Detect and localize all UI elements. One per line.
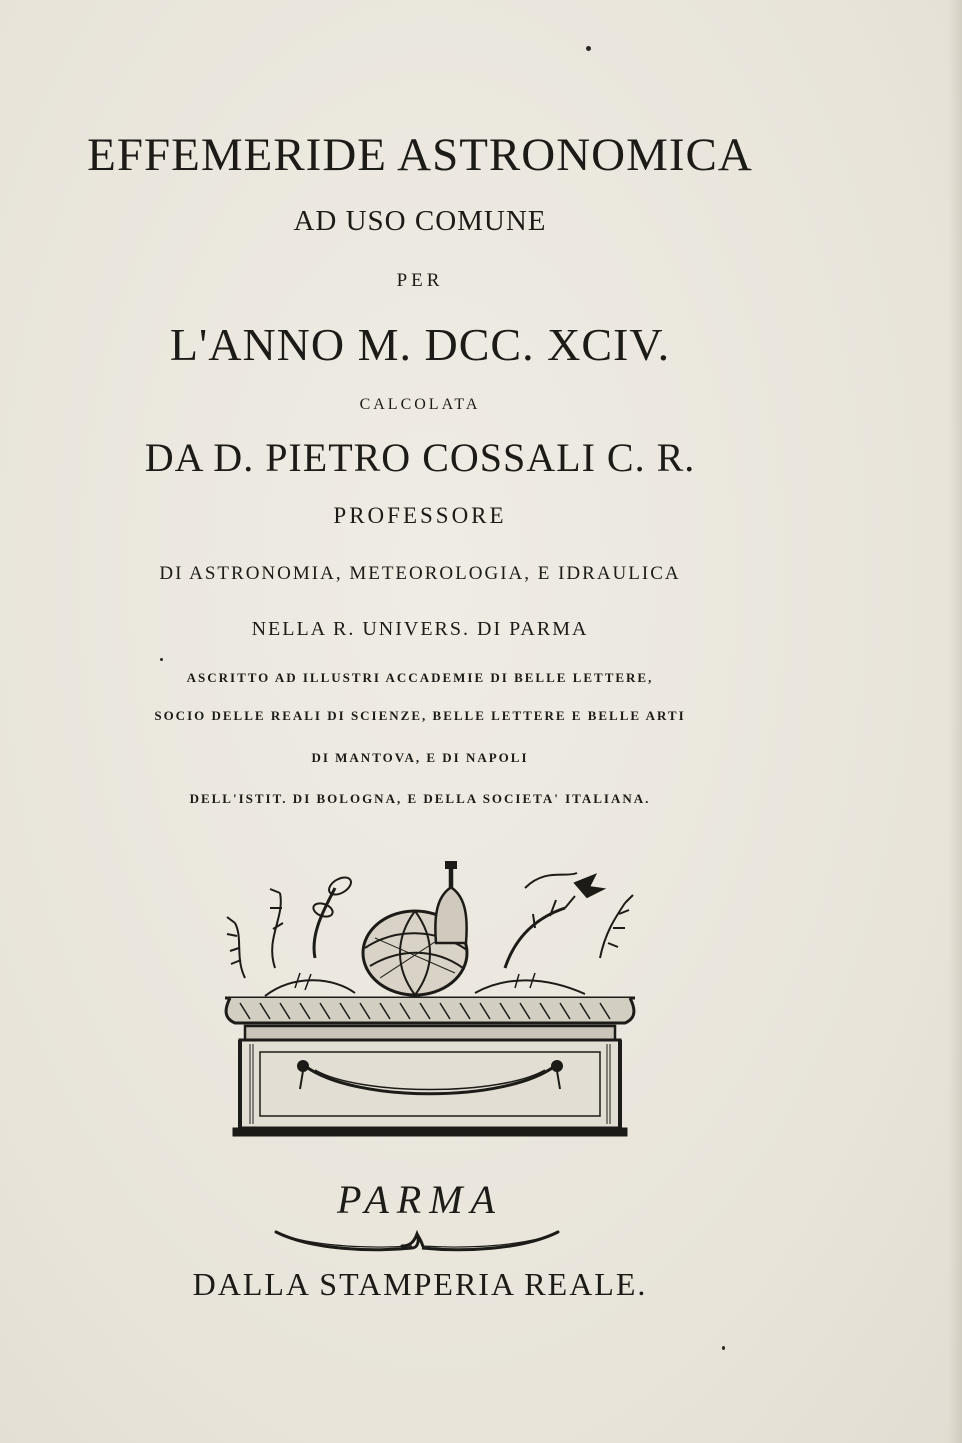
ink-speck bbox=[160, 658, 163, 661]
book-subtitle: AD USO COMUNE bbox=[293, 205, 547, 237]
imprint-printer: DALLA STAMPERIA REALE. bbox=[192, 1266, 648, 1302]
author-role: PROFESSORE bbox=[333, 503, 507, 528]
affiliation-line: ASCRITTO AD ILLUSTRI ACCADEMIE DI BELLE LETTERE, bbox=[186, 670, 654, 685]
page-edge-shadow bbox=[948, 0, 962, 1443]
flourish-rule-icon bbox=[272, 1224, 562, 1258]
affiliation-line: DELL'ISTIT. DI BOLOGNA, E DELLA SOCIETA' ITALIANA. bbox=[189, 791, 651, 806]
affiliation-line: DI MANTOVA, E DI NAPOLI bbox=[311, 750, 529, 765]
calculated-label: CALCOLATA bbox=[359, 396, 481, 413]
author-university: NELLA R. UNIVERS. DI PARMA bbox=[251, 618, 589, 640]
affiliation-line: SOCIO DELLE REALI DI SCIENZE, BELLE LETTERE E BELLE ARTI bbox=[154, 708, 686, 723]
author-disciplines: DI ASTRONOMIA, METEOROLOGIA, E IDRAULICA bbox=[159, 563, 681, 584]
preposition-per: PER bbox=[396, 270, 444, 291]
ink-speck bbox=[586, 46, 591, 51]
imprint-city: PARMA bbox=[337, 1177, 503, 1222]
ink-speck bbox=[722, 1346, 725, 1350]
author-name: DA D. PIETRO COSSALI C. R. bbox=[144, 435, 696, 480]
book-year: L'ANNO M. DCC. XCIV. bbox=[169, 319, 671, 370]
engraved-vignette-icon bbox=[205, 848, 655, 1148]
book-title: EFFEMERIDE ASTRONOMICA bbox=[87, 129, 753, 181]
